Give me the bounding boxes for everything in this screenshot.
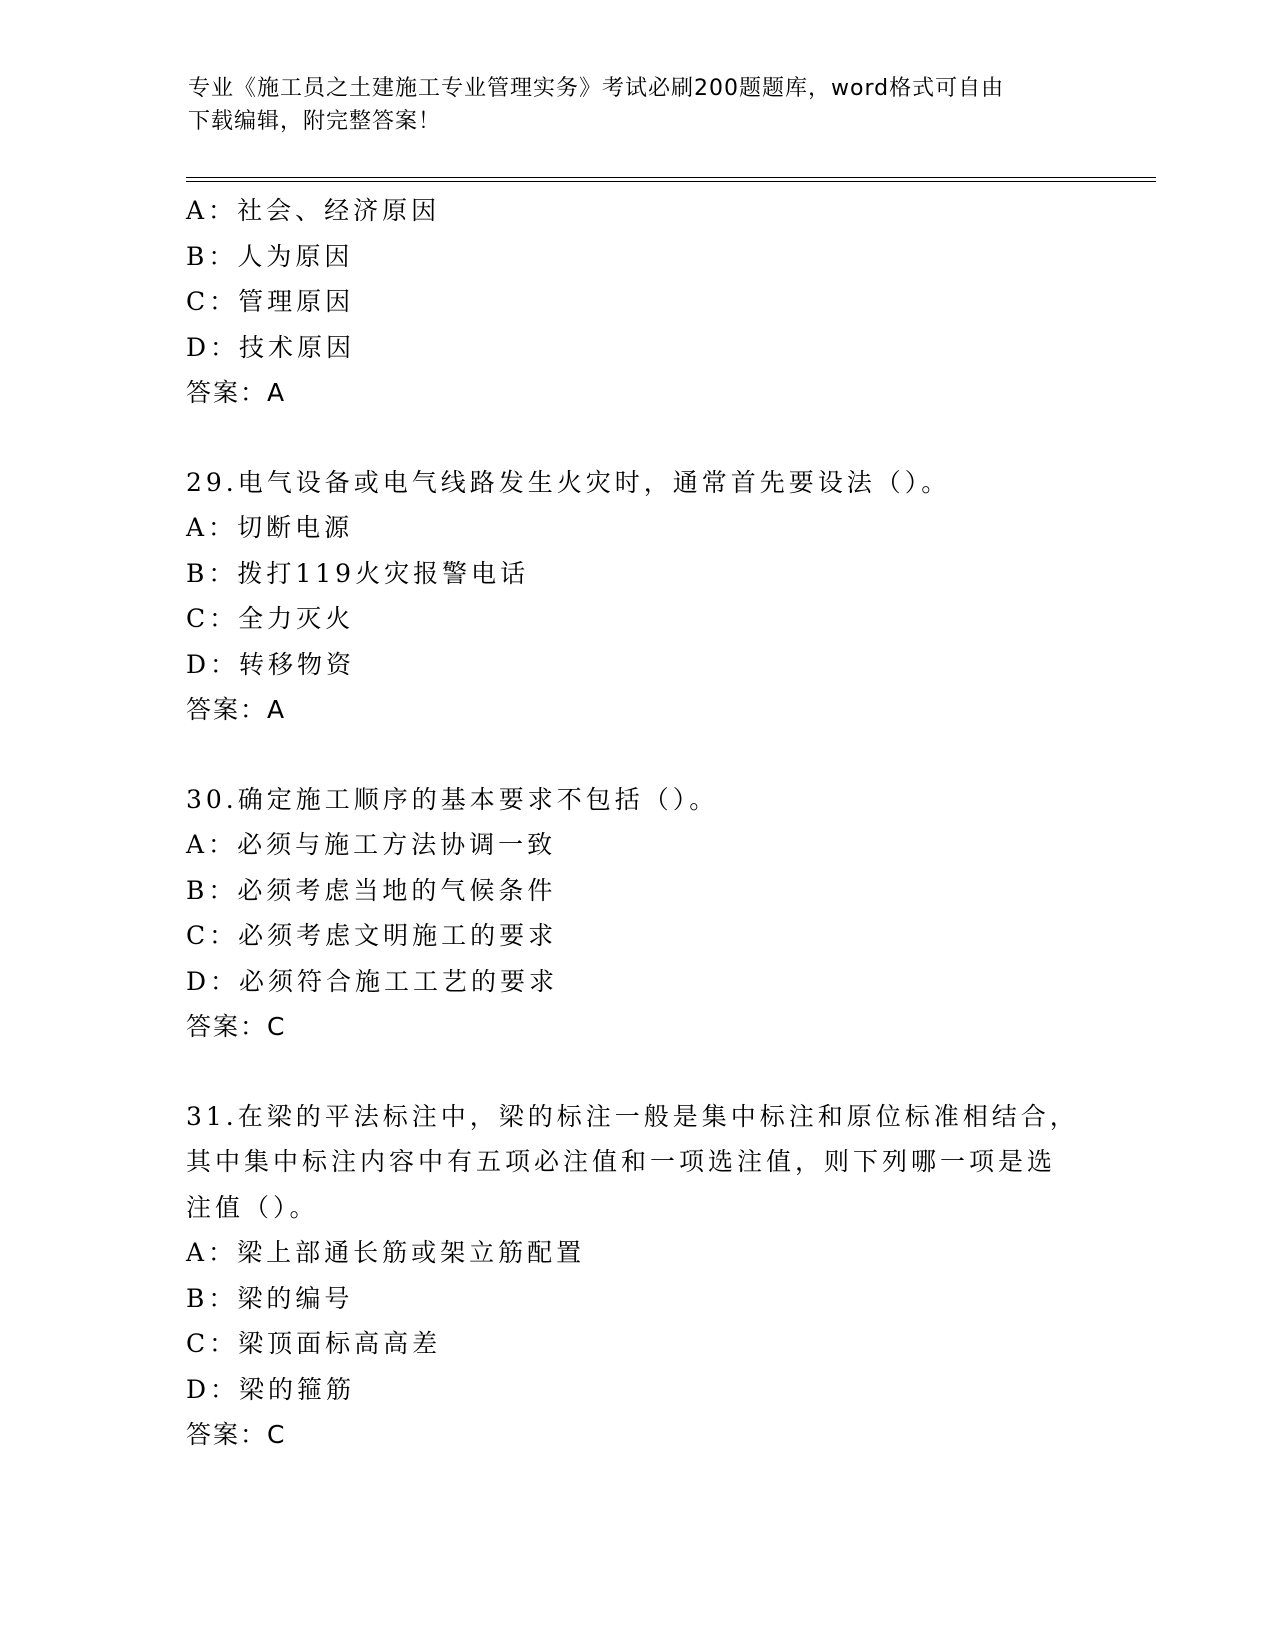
option-letter: D：	[186, 332, 240, 362]
answer-line: 答案：C	[186, 1420, 287, 1449]
option-letter: C：	[186, 604, 239, 633]
option-text: 管理原因	[238, 287, 355, 316]
option-letter: A：	[186, 513, 238, 542]
option-text: 切断电源	[237, 513, 354, 542]
question-stem-line-2: 其中集中标注内容中有五项必注值和一项选注值，则下列哪一项是选	[186, 1147, 1057, 1176]
option-b	[186, 234, 1066, 280]
option-text: 技术原因	[239, 332, 356, 362]
option-letter: B：	[186, 241, 238, 271]
question-list	[186, 188, 1079, 1458]
option-text: 梁上部通长筋或架立筋配置	[237, 1238, 586, 1267]
option-b	[186, 551, 1066, 597]
question-stem: 30.确定施工顺序的基本要求不包括（）。	[186, 784, 719, 814]
option-text: 必须考虑当地的气候条件	[237, 875, 557, 905]
question-29	[186, 460, 1066, 733]
header-divider	[186, 177, 1156, 182]
option-c	[186, 279, 1066, 325]
answer-line: 答案：A	[186, 378, 287, 407]
option-letter: B：	[186, 875, 238, 905]
question-30	[186, 777, 1066, 1050]
option-letter: A：	[186, 196, 238, 225]
question-stem-line-1: 31.在梁的平法标注中，梁的标注一般是集中标注和原位标准相结合，	[186, 1101, 1079, 1131]
option-b	[186, 868, 1066, 914]
header-line-1: 专业《施工员之土建施工专业管理实务》考试必刷200题题库，word格式可自由	[188, 76, 1005, 101]
option-letter: D：	[186, 1374, 240, 1404]
option-letter: C：	[186, 921, 239, 950]
answer-line: 答案：C	[186, 1012, 287, 1041]
option-text: 梁的编号	[237, 1283, 354, 1313]
option-a	[186, 1230, 1066, 1276]
option-text: 必须符合施工工艺的要求	[239, 966, 559, 996]
option-letter: A：	[186, 1238, 238, 1267]
option-letter: B：	[186, 1283, 238, 1313]
option-letter: D：	[186, 649, 240, 679]
option-a	[186, 188, 1066, 234]
option-text: 梁顶面标高高差	[238, 1329, 442, 1358]
option-d	[186, 642, 1066, 688]
option-text: 梁的箍筋	[239, 1374, 356, 1404]
option-letter: A：	[186, 830, 238, 859]
option-d	[186, 959, 1066, 1005]
answer-line: 答案：A	[186, 695, 287, 724]
option-text: 人为原因	[237, 241, 354, 271]
document-header	[188, 72, 1068, 138]
question-31	[186, 1094, 1079, 1458]
option-letter: C：	[186, 1329, 239, 1358]
option-b	[186, 1276, 1066, 1322]
question-stem-line-3: 注值（）。	[186, 1192, 319, 1222]
option-text: 必须与施工方法协调一致	[237, 830, 557, 859]
question-partial	[186, 188, 1066, 416]
option-text: 必须考虑文明施工的要求	[238, 921, 558, 950]
option-a	[186, 505, 1066, 551]
option-a	[186, 822, 1066, 868]
option-c	[186, 913, 1066, 959]
option-text: 全力灭火	[238, 604, 355, 633]
question-stem: 29.电气设备或电气线路发生火灾时，通常首先要设法（）。	[186, 467, 951, 497]
option-text: 社会、经济原因	[237, 196, 441, 225]
option-letter: B：	[186, 558, 238, 588]
option-letter: C：	[186, 287, 239, 316]
header-line-2: 下载编辑，附完整答案！	[188, 109, 442, 134]
option-letter: D：	[186, 966, 240, 996]
option-d	[186, 325, 1066, 371]
option-text: 转移物资	[239, 649, 356, 679]
option-c	[186, 596, 1066, 642]
option-d	[186, 1367, 1066, 1413]
option-c	[186, 1321, 1066, 1367]
option-text: 拨打119火灾报警电话	[237, 558, 530, 588]
